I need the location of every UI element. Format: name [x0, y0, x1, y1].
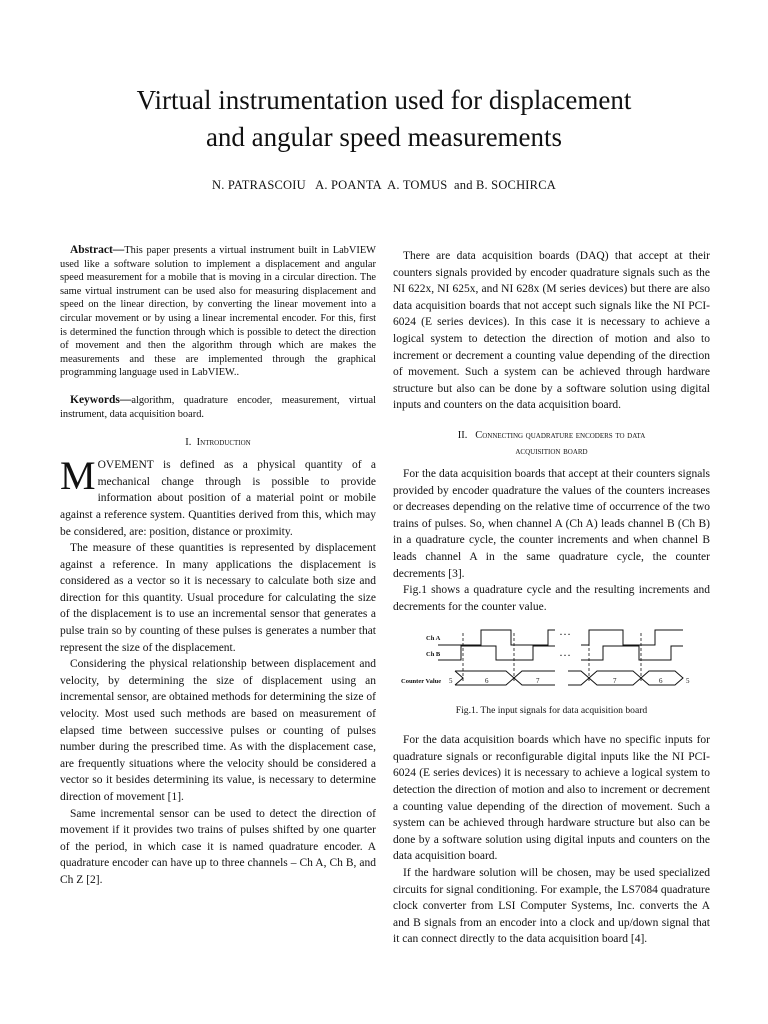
counter-value-5b: 5 — [686, 677, 690, 686]
section-heading-quadrature — [393, 428, 710, 460]
figure-1-caption: Fig.1. The input signals for data acquisition board — [455, 705, 648, 717]
section-title: Introduction — [196, 437, 251, 449]
left-column — [60, 244, 376, 889]
section-title-line-1: Connecting quadrature encoders to data — [475, 429, 646, 441]
intro-paragraph-3: Considering the physical relationship between displacement and velocity, by determining the size of displacement using an incremental sensor, are obtained methods for determining the size of velocity. Most used such methods are based on measurement of elapsed time between successive pulses or counting of pulses number during the prescribed time. As with the displacement case, are frequently situations where the velocity should be considered a vector so it besides determining its value, is necessary to determine direction of movement [1]. — [60, 658, 376, 803]
counter-value-bus — [455, 671, 683, 685]
abstract-label: Abstract— — [70, 244, 125, 256]
no-quadrature-paragraph: For the data acquisition boards which have no specific inputs for quadrature signals or reconfigurable digital inputs like the NI PCI-6024 (E series devices) it is necessary to achieve a logical system to detection the direction of motion and also to increment or decrement a counting value depending of the direction of movement. Such a system can be achieved through hardware structure but also can be done by a software solution using digital inputs and counters on the data acquisition board. — [393, 734, 710, 863]
ch-a-waveform — [438, 630, 555, 645]
intro-paragraph-1-text: OVEMENT is defined as a physical quantity of a mechanical change through is possible to provide information about position of a material point or mobile against a reference system. Quantities derived from this, which may be considered, are: position, distance or proximity. — [60, 459, 376, 538]
counter-value-label: Counter Value — [401, 678, 442, 686]
timing-diagram-svg — [393, 623, 710, 695]
ch-b-waveform — [438, 646, 555, 660]
intro-paragraph-4: Same incremental sensor can be used to detect the direction of movement if it provides two trains of pulses shifted by one quarter of the period, in which case it is named quadrature encoder. A quadrature encoder can have up to three channels – Ch A, Ch B, and Ch Z [2]. — [60, 807, 376, 886]
counter-value-7b: 7 — [613, 677, 617, 686]
section-title-line-2: acquisition board — [515, 445, 588, 457]
counter-value-7a: 7 — [536, 677, 540, 686]
ellipsis-chb: … — [559, 645, 571, 660]
quadrature-paragraph-2: Fig.1 shows a quadrature cycle and the resulting increments and decrements for the counter value. — [393, 584, 710, 613]
keywords-text: algorithm, quadrature encoder, measurement, virtual instrument, data acquisition board. — [60, 394, 376, 420]
ch-a-waveform-right — [581, 630, 683, 645]
figure-1-timing-diagram — [393, 623, 710, 695]
paper-title — [60, 82, 708, 156]
abstract — [60, 244, 376, 380]
title-line-2: and angular speed measurements — [205, 122, 563, 152]
counter-value-5a: 5 — [449, 677, 453, 686]
section-heading-introduction — [60, 435, 376, 451]
intro-paragraph-2: The measure of these quantities is represented by displacement against a reference. In many applications the displacement is considered as a vector so it is necessary to calculate both size and direction for this quantity. Usual procedure for calculating the size of the displacement is to use an incremental sensor that generates a pulse train so by counting of these pulses is generates a number that represent the size of the displacement. — [60, 542, 376, 654]
quadrature-paragraph-1: For the data acquisition boards that accept at their counters signals provided by encoder quadrature the values of the counters increases or decreases depending on the relative time of occurrence of the two trains of pulses. So, when channel A (Ch A) leads channel B (Ch B) in a quadrature cycle, the counter increments and when channel B leads channel A in the same quadrature cycle, the counter decrements [3]. — [393, 467, 710, 580]
daq-paragraph: There are data acquisition boards (DAQ) that accept at their counters signals provided by encoder quadrature signals such as the NI 622x, NI 625x, and NI 628x (M series devices) but there are also data acquisition boards that not accept such signals like the NI PCI-6024 (E series devices). In this case it is necessary to achieve a logical system to detection the direction of motion and also to increment or decrement a counting value depending of the direction of movement. Such a system can be achieved through hardware structure but also can be done by a software solution using digital inputs and counters on the data acquisition board. — [393, 250, 710, 412]
section-number: I. — [185, 437, 192, 449]
counter-value-6a: 6 — [485, 677, 489, 686]
ch-b-waveform-right — [581, 646, 683, 660]
abstract-text: This paper presents a virtual instrument built in LabVIEW used like a software solution to implement a displacement and angular speed measurement for a mobile that is moving in a circular direction. The same virtual instrument can be used also for measuring displacement and speed on the linear direction, by converting the linear movement into a circular movement or by using a linear incremental encoder. For this, first is determined the function through which is possible to detect the direction of movement and then the algorithm through which are makes the measurements and these are implemented through the graphical programming language used in LabVIEW.. — [60, 245, 376, 379]
intro-paragraph-1 — [60, 453, 376, 540]
hardware-solution-paragraph: If the hardware solution will be chosen, may be used specialized circuits for signal conditioning. For example, the LS7084 quadrature clock converter from LSI Computer Systems, Inc. converts the A and B signals from an encoder into a clock and up/down signal that it can connect directly to the data acquisition board [4]. — [393, 867, 710, 946]
counter-value-6b: 6 — [659, 677, 663, 686]
ch-a-label: Ch A — [426, 635, 441, 643]
authors: N. PATRASCOIU A. POANTA A. TOMUS and B. SOCHIRCA — [212, 178, 556, 192]
ellipsis-cha: … — [559, 624, 571, 639]
ch-b-label: Ch B — [426, 651, 441, 659]
right-column — [393, 248, 710, 948]
drop-cap: M — [60, 453, 96, 499]
keywords-label: Keywords— — [70, 393, 132, 406]
section-number: II. — [457, 429, 468, 441]
keywords — [60, 394, 376, 421]
title-line-1: Virtual instrumentation used for displacement — [136, 85, 632, 115]
reference-dashed-lines — [463, 633, 641, 686]
